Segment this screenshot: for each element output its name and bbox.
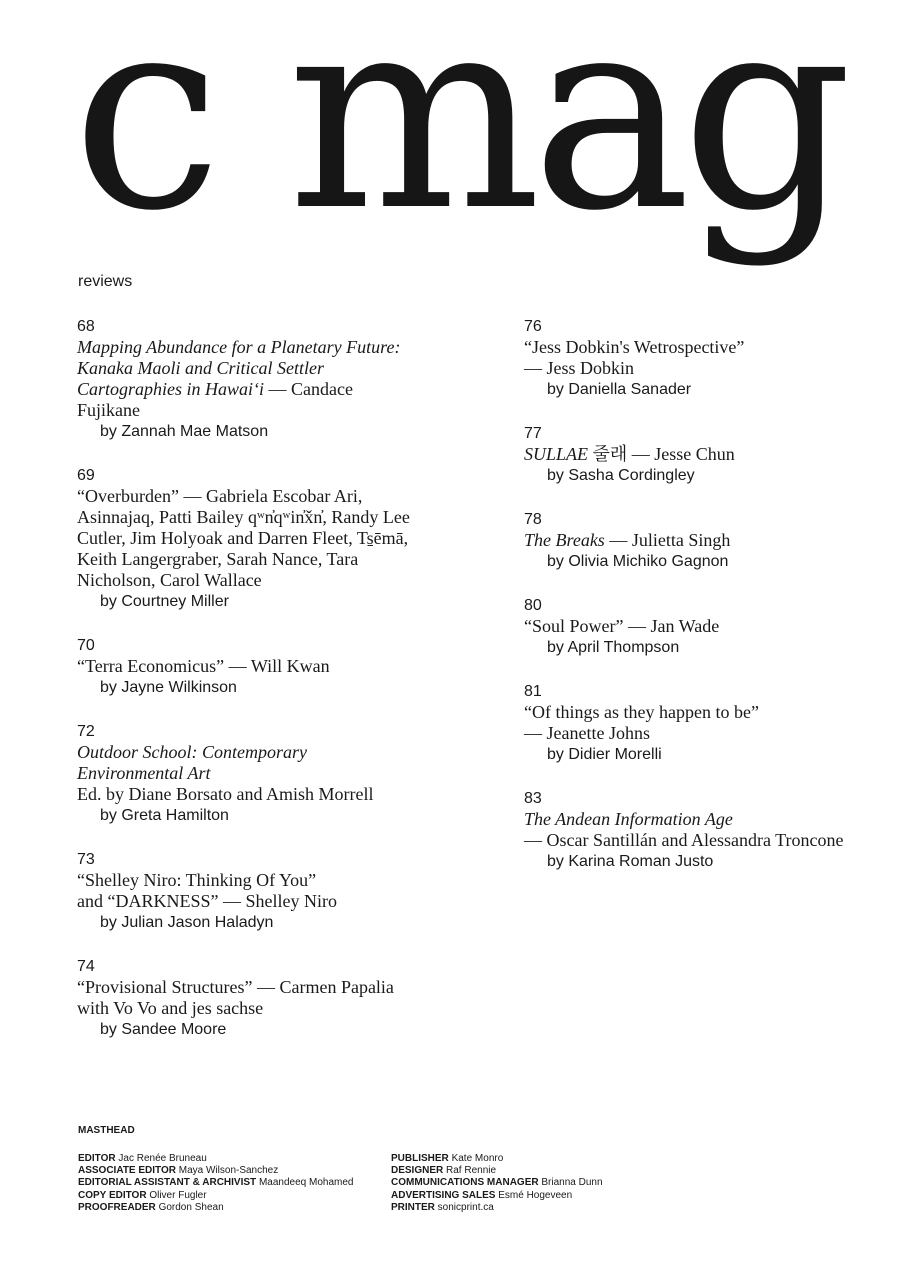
masthead-left-column: [78, 1153, 391, 1214]
review-entry: [524, 788, 884, 873]
masthead-name: Kate Monro: [448, 1153, 504, 1164]
review-title: “Overburden” — Gabriela Escobar Ari, Asinnajaq, Patti Bailey qʷn̓qʷin̓x̌n̓, Randy Lee Cutler, Jim Holyoak and Darren Fleet, Ts̱ēmā, Keith Langergraber, Sarah Nance, Tara Nicholson, Carol Wallace: [77, 486, 410, 590]
page-number: 83: [524, 790, 542, 807]
masthead-name: Brianna Dunn: [538, 1177, 603, 1189]
masthead-name: Jac Renée Bruneau: [115, 1153, 207, 1164]
review-title: Mapping Abundance for a Planetary Future: Kanaka Maoli and Critical Settler Cartographies in Hawai‘i — Candace Fujikane: [77, 337, 401, 420]
page-number: 72: [77, 723, 95, 740]
review-entry: [524, 423, 884, 487]
review-entry: [77, 849, 417, 934]
masthead-entry: [391, 1202, 704, 1214]
masthead-role: ADVERTISING SALES: [391, 1189, 496, 1201]
review-author: by Julian Jason Haladyn: [100, 914, 274, 931]
review-author: by Olivia Michiko Gagnon: [547, 553, 729, 570]
masthead-entry: [391, 1177, 704, 1189]
masthead-role: COPY EDITOR: [78, 1189, 147, 1201]
page-number: 76: [524, 318, 542, 335]
masthead-role: ASSOCIATE EDITOR: [78, 1165, 176, 1177]
masthead-entry: [78, 1165, 391, 1177]
review-author: by Zannah Mae Matson: [100, 423, 269, 440]
review-author: by Greta Hamilton: [100, 807, 229, 824]
page-number: 68: [77, 318, 95, 335]
review-title: Outdoor School: Contemporary Environmental Art Ed. by Diane Borsato and Amish Morrell: [77, 742, 374, 804]
masthead-name: Maandeeq Mohamed: [256, 1177, 354, 1189]
masthead-role: PRINTER: [391, 1201, 435, 1213]
review-entry: [524, 509, 884, 573]
masthead: [78, 1125, 704, 1214]
page-number: 77: [524, 425, 542, 442]
review-entry: [524, 595, 884, 659]
masthead-name: Oliver Fugler: [146, 1189, 207, 1201]
page-number: 73: [77, 851, 95, 868]
review-entry: [524, 316, 884, 401]
review-title: “Of things as they happen to be” — Jeanette Johns: [524, 702, 759, 743]
magazine-logo: c mag: [72, 0, 843, 270]
section-label: reviews: [78, 273, 133, 290]
masthead-role: DESIGNER: [391, 1165, 444, 1177]
review-title: “Shelley Niro: Thinking Of You” and “DARKNESS” — Shelley Niro: [77, 870, 337, 911]
page-number: 81: [524, 683, 542, 700]
page-number: 78: [524, 511, 542, 528]
masthead-entry: [78, 1202, 391, 1214]
masthead-role: EDITOR: [78, 1153, 116, 1164]
review-author: by Jayne Wilkinson: [100, 679, 237, 696]
review-author: by Karina Roman Justo: [547, 853, 714, 870]
masthead-entry: [391, 1190, 704, 1202]
masthead-role: PUBLISHER: [391, 1153, 449, 1164]
review-author: by Sasha Cordingley: [547, 467, 695, 484]
masthead-entry: [78, 1153, 391, 1165]
review-author: by Daniella Sanader: [547, 381, 692, 398]
reviews-right-column: [524, 316, 884, 895]
review-entry: [524, 681, 884, 766]
masthead-entry: [78, 1190, 391, 1202]
masthead-name: Maya Wilson-Sanchez: [175, 1165, 279, 1177]
review-title: The Breaks — Julietta Singh: [524, 530, 731, 550]
masthead-name: Gordon Shean: [155, 1201, 224, 1213]
review-author: by Didier Morelli: [547, 746, 662, 763]
review-entry: [77, 635, 417, 699]
masthead-right-column: [391, 1153, 704, 1214]
review-author: by April Thompson: [547, 639, 680, 656]
review-entry: [77, 316, 417, 443]
review-title: The Andean Information Age — Oscar Santillán and Alessandra Troncone: [524, 809, 844, 850]
masthead-role: PROOFREADER: [78, 1201, 156, 1213]
review-author: by Courtney Miller: [100, 593, 229, 610]
review-author: by Sandee Moore: [100, 1021, 227, 1038]
page-number: 74: [77, 958, 95, 975]
review-title: SULLAE 줄래 — Jesse Chun: [524, 444, 735, 464]
masthead-role: EDITORIAL ASSISTANT & ARCHIVIST: [78, 1177, 257, 1189]
masthead-name: Raf Rennie: [443, 1165, 497, 1177]
review-entry: [77, 721, 417, 827]
page-number: 69: [77, 467, 95, 484]
page-number: 70: [77, 637, 95, 654]
review-title: “Soul Power” — Jan Wade: [524, 616, 720, 636]
review-title: “Terra Economicus” — Will Kwan: [77, 656, 330, 676]
masthead-name: Esmé Hogeveen: [495, 1189, 573, 1201]
masthead-entry: [391, 1165, 704, 1177]
review-title: “Jess Dobkin's Wetrospective” — Jess Dobkin: [524, 337, 745, 378]
review-entry: [77, 465, 417, 613]
masthead-heading: MASTHEAD: [78, 1125, 135, 1136]
reviews-left-column: [77, 316, 417, 1063]
masthead-entry: [78, 1177, 391, 1189]
review-entry: [77, 956, 417, 1041]
review-title: “Provisional Structures” — Carmen Papalia with Vo Vo and jes sachse: [77, 977, 394, 1018]
masthead-name: sonicprint.ca: [434, 1201, 494, 1213]
page-number: 80: [524, 597, 542, 614]
masthead-entry: [391, 1153, 704, 1165]
masthead-role: COMMUNICATIONS MANAGER: [391, 1177, 539, 1189]
